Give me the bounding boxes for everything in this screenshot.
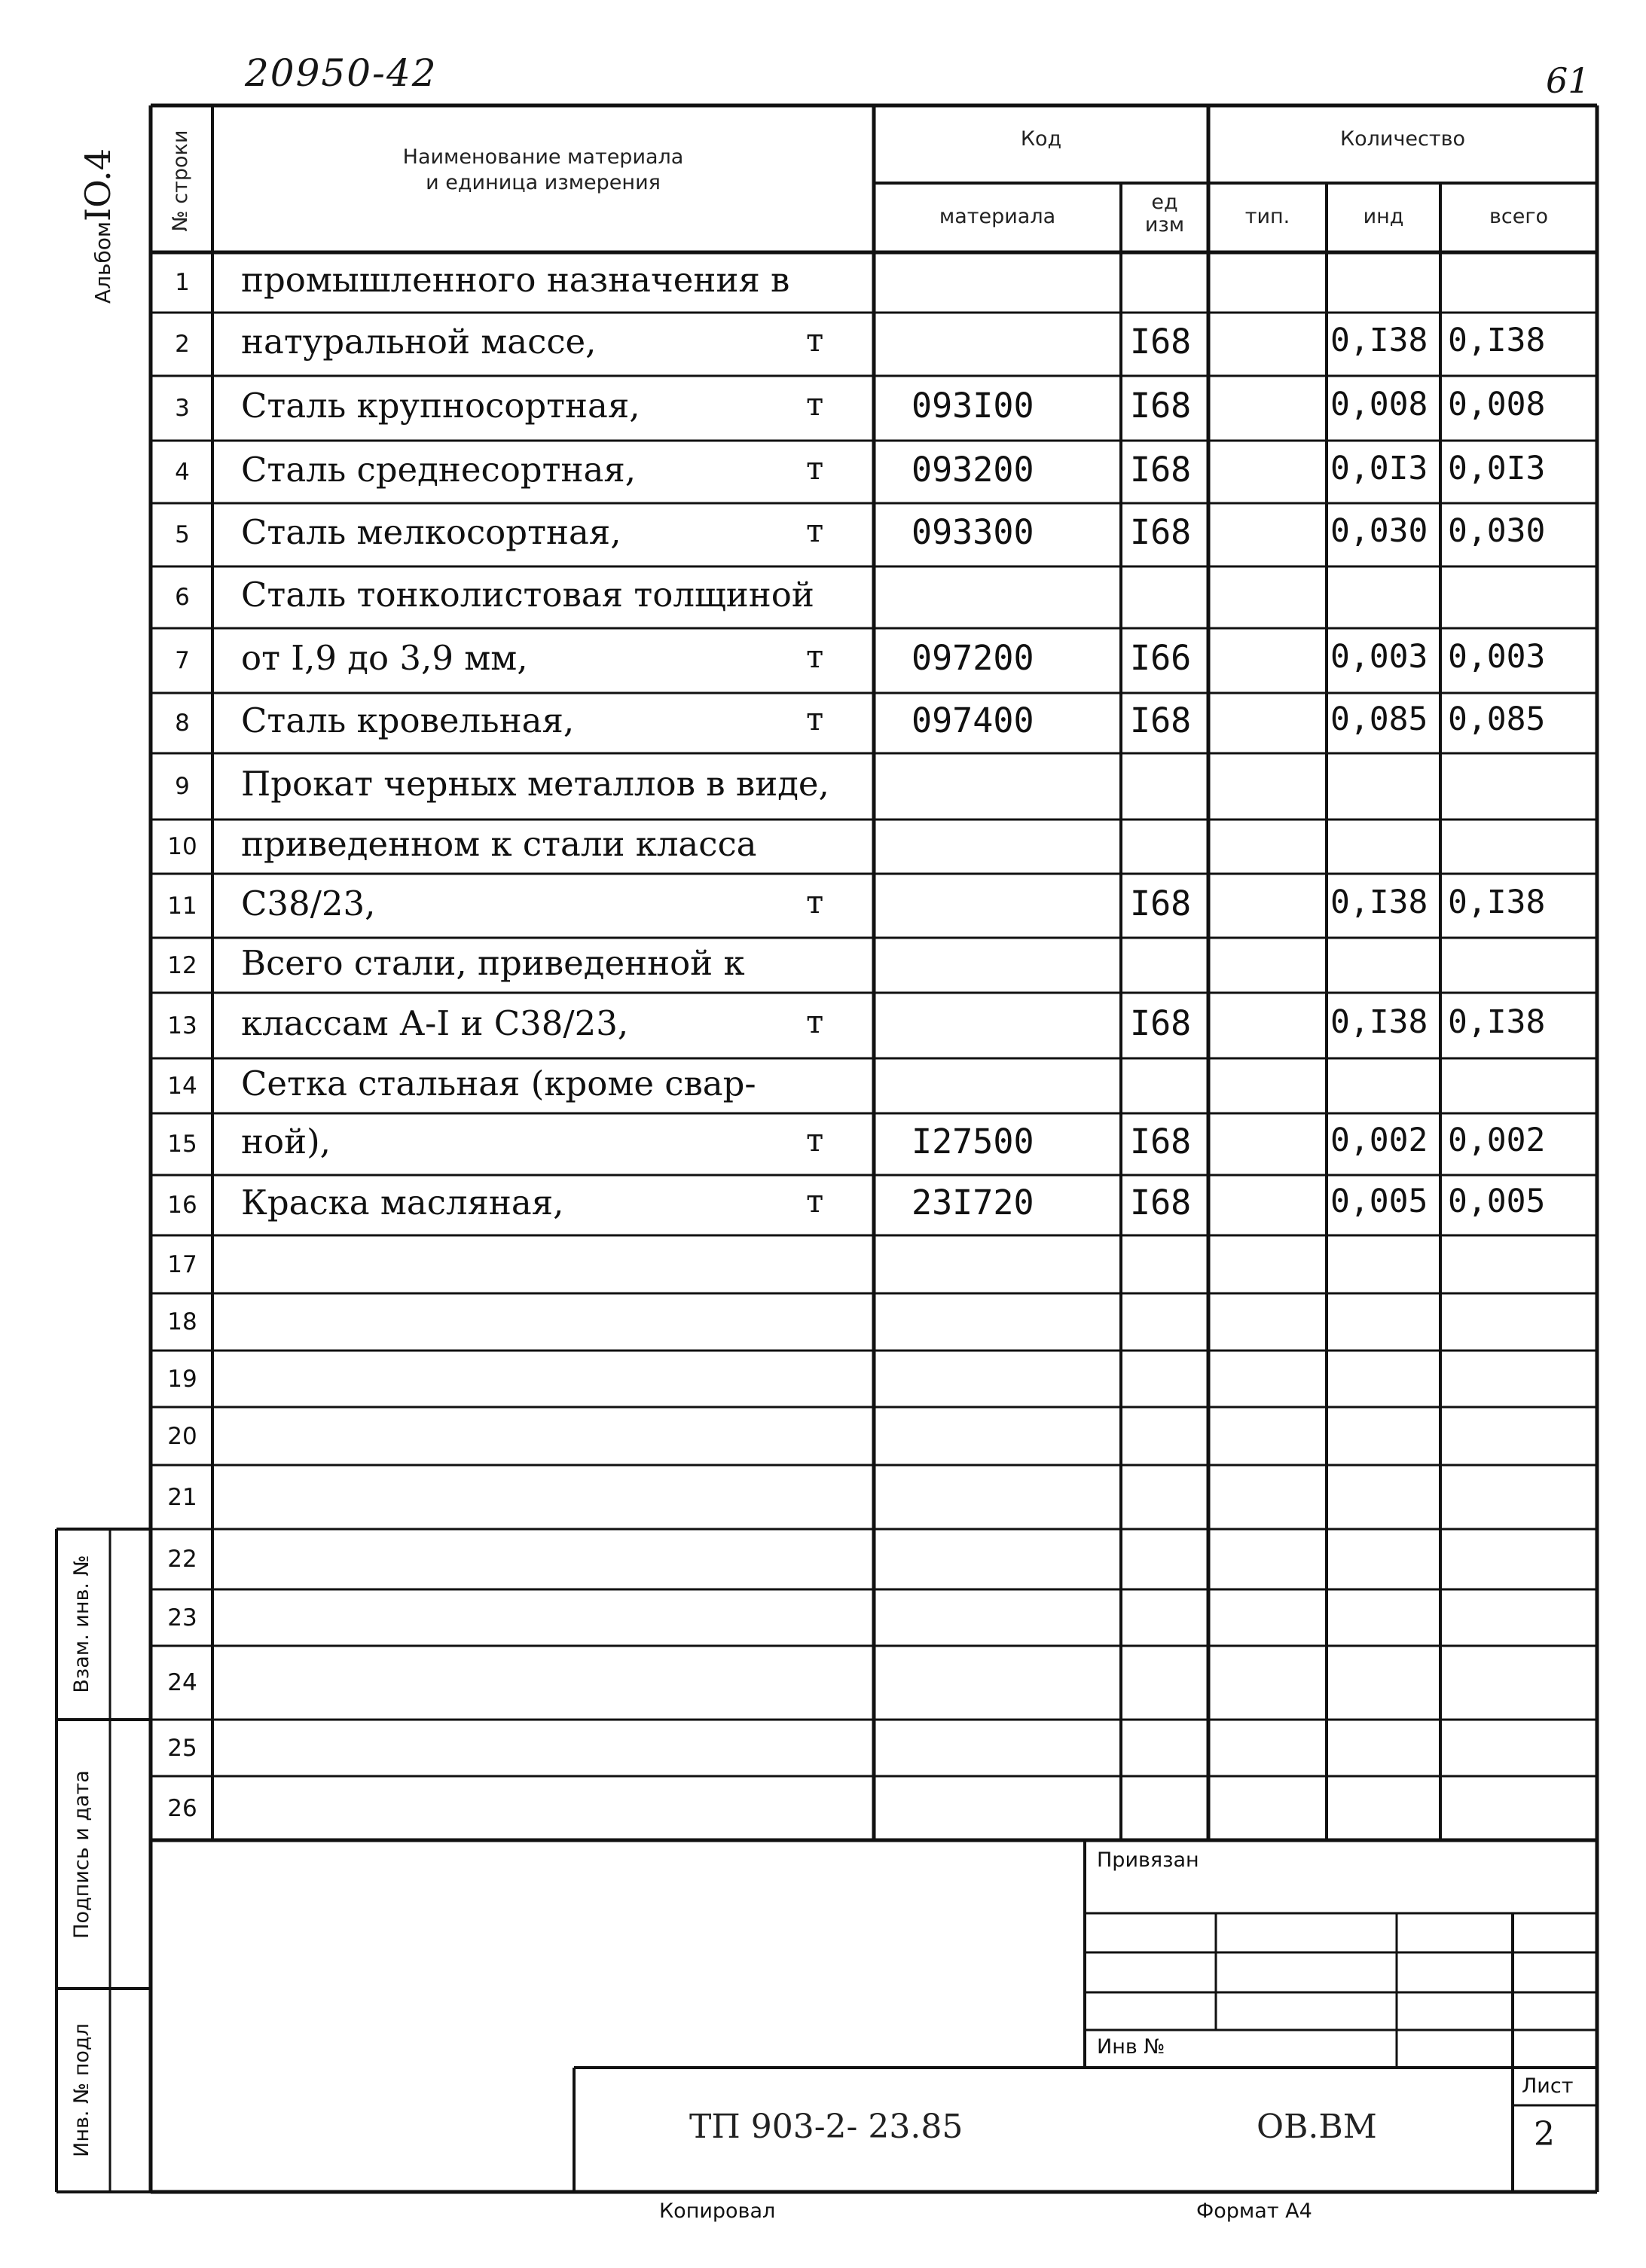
cell-uom: I68 <box>1130 512 1192 552</box>
cell-ind: 0,I38 <box>1330 883 1428 921</box>
header-code-material: материала <box>939 205 1056 228</box>
table-row <box>151 1113 1597 1175</box>
table-row <box>151 1175 1597 1235</box>
row-number: 11 <box>167 892 197 920</box>
row-number: 23 <box>167 1604 197 1632</box>
side-vzam-label: Взам. инв. № <box>70 1555 93 1693</box>
table-row <box>151 628 1597 693</box>
row-number: 24 <box>167 1669 197 1696</box>
row-number: 1 <box>175 269 190 296</box>
cell-code: 093200 <box>912 449 1034 490</box>
row-number: 16 <box>167 1192 197 1219</box>
cell-uom: I68 <box>1130 322 1192 362</box>
material-name: ной), <box>241 1122 331 1161</box>
cell-total: 0,I38 <box>1448 883 1546 921</box>
cell-uom: I68 <box>1130 1122 1192 1161</box>
row-number: 12 <box>167 951 197 979</box>
cell-code: I27500 <box>912 1122 1034 1161</box>
row-number: 6 <box>175 584 190 611</box>
table-row <box>151 313 1597 376</box>
cell-ind: 0,I38 <box>1330 1003 1428 1041</box>
stamp-doc-code: ТП 903-2- 23.85 <box>689 2108 963 2146</box>
material-name: натуральной массе, <box>241 322 597 362</box>
cell-ind: 0,005 <box>1330 1183 1428 1220</box>
material-name: Сетка стальная (кроме свар- <box>241 1063 756 1103</box>
stamp-sheet-number: 2 <box>1534 2115 1555 2154</box>
cell-uom: I68 <box>1130 883 1192 923</box>
material-name: Краска масляная, <box>241 1183 564 1223</box>
side-podpis-label: Подпись и дата <box>70 1770 93 1939</box>
material-name: классам А-I и С38/23, <box>241 1003 629 1043</box>
table-row <box>151 993 1597 1058</box>
row-number: 2 <box>175 331 190 358</box>
row-number: 26 <box>167 1794 197 1822</box>
header-row-number: № строки <box>169 130 192 232</box>
cell-code: 097200 <box>912 638 1034 678</box>
material-name: промышленного назначения в <box>241 260 790 300</box>
table-row <box>151 1235 1597 1293</box>
cell-uom: I68 <box>1130 449 1192 490</box>
table-row <box>151 1776 1597 1840</box>
table-row <box>151 1351 1597 1407</box>
material-unit: т <box>806 1122 824 1158</box>
material-name: Сталь крупносортная, <box>241 386 640 426</box>
table-row <box>151 441 1597 503</box>
row-number: 4 <box>175 458 190 486</box>
row-number: 7 <box>175 647 190 674</box>
cell-total: 0,I38 <box>1448 322 1546 359</box>
cell-ind: 0,008 <box>1330 386 1428 423</box>
header-qty-typ: тип. <box>1244 205 1290 228</box>
cell-total: 0,003 <box>1448 638 1546 676</box>
material-unit: т <box>806 701 824 737</box>
cell-total: 0,008 <box>1448 386 1546 423</box>
album-number: IO.4 <box>78 148 118 221</box>
header-name-line1: Наименование материала <box>402 145 684 169</box>
row-number: 3 <box>175 395 190 422</box>
cell-total: 0,0I3 <box>1448 449 1546 487</box>
stamp-inv-no: Инв № <box>1097 2035 1165 2059</box>
row-number: 10 <box>167 833 197 860</box>
cell-ind: 0,I38 <box>1330 322 1428 359</box>
table-row <box>151 753 1597 820</box>
table-row <box>151 503 1597 566</box>
material-name: Сталь среднесортная, <box>241 449 637 490</box>
row-number: 15 <box>167 1131 197 1158</box>
cell-ind: 0,002 <box>1330 1122 1428 1159</box>
table-row <box>151 376 1597 441</box>
cell-total: 0,002 <box>1448 1122 1546 1159</box>
table-row <box>151 1465 1597 1529</box>
table-row <box>151 1407 1597 1465</box>
header-quantity: Количество <box>1339 127 1466 151</box>
cell-code: 093300 <box>912 512 1034 552</box>
material-unit: т <box>806 1003 824 1040</box>
header-qty-total: всего <box>1489 205 1549 228</box>
header-code-unit: ед изм <box>1144 191 1185 237</box>
table-row <box>151 1589 1597 1646</box>
cell-total: 0,030 <box>1448 512 1546 550</box>
table-row <box>151 693 1597 753</box>
row-number: 14 <box>167 1072 197 1100</box>
material-unit: т <box>806 449 824 487</box>
stamp-doc-mark: ОВ.ВМ <box>1257 2108 1377 2146</box>
cell-ind: 0,003 <box>1330 638 1428 676</box>
row-number: 8 <box>175 710 190 737</box>
material-name: приведенном к стали класса <box>241 824 757 864</box>
cell-uom: I68 <box>1130 386 1192 426</box>
stamp-sheet-label: Лист <box>1522 2074 1574 2098</box>
row-number: 19 <box>167 1365 197 1393</box>
material-unit: т <box>806 512 824 549</box>
table-row <box>151 1293 1597 1351</box>
material-unit: т <box>806 883 824 920</box>
cell-total: 0,085 <box>1448 701 1546 738</box>
cell-uom: I68 <box>1130 1003 1192 1043</box>
row-number: 5 <box>175 521 190 548</box>
cell-uom: I68 <box>1130 701 1192 740</box>
material-name: Сталь кровельная, <box>241 701 575 740</box>
table-row <box>151 1646 1597 1720</box>
material-name: Всего стали, приведенной к <box>241 942 745 983</box>
cell-ind: 0,085 <box>1330 701 1428 738</box>
header-name-line2: и единица измерения <box>426 171 661 194</box>
cell-code: 23I720 <box>912 1183 1034 1223</box>
cell-uom: I68 <box>1130 1183 1192 1223</box>
row-number: 22 <box>167 1546 197 1573</box>
row-number: 20 <box>167 1422 197 1450</box>
material-unit: т <box>806 1183 824 1219</box>
album-word: Альбом <box>90 221 115 304</box>
stamp-privyazan: Привязан <box>1097 1848 1199 1872</box>
header-name <box>212 145 874 196</box>
material-name: Прокат черных металлов в виде, <box>241 764 829 804</box>
material-unit: т <box>806 638 824 675</box>
cell-code: 097400 <box>912 701 1034 740</box>
table-row <box>151 252 1597 313</box>
table-row <box>151 566 1597 628</box>
cell-ind: 0,0I3 <box>1330 449 1428 487</box>
material-unit: т <box>806 386 824 423</box>
material-name: Сталь тонколистовая толщиной <box>241 575 814 615</box>
table-row <box>151 874 1597 938</box>
row-number: 21 <box>167 1483 197 1511</box>
cell-code: 093I00 <box>912 386 1034 426</box>
footer-copied: Копировал <box>659 2199 776 2223</box>
row-number: 18 <box>167 1308 197 1335</box>
table-row <box>151 938 1597 993</box>
cell-total: 0,005 <box>1448 1183 1546 1220</box>
cell-ind: 0,030 <box>1330 512 1428 550</box>
material-name: Сталь мелкосортная, <box>241 512 621 552</box>
document-number: 20950-42 <box>245 51 438 95</box>
material-name: от I,9 до 3,9 мм, <box>241 638 528 678</box>
cell-uom: I66 <box>1130 638 1192 678</box>
table-row <box>151 820 1597 874</box>
header-code: Код <box>1020 127 1062 151</box>
table-row <box>151 1529 1597 1589</box>
material-unit: т <box>806 322 824 359</box>
row-number: 13 <box>167 1012 197 1039</box>
table-row <box>151 1720 1597 1776</box>
material-name: С38/23, <box>241 883 376 923</box>
side-inv-podl-label: Инв. № подл <box>70 2023 93 2157</box>
row-number: 17 <box>167 1250 197 1278</box>
header-qty-ind: инд <box>1363 205 1404 228</box>
footer-format: Формат А4 <box>1196 2199 1312 2223</box>
table-row <box>151 1058 1597 1113</box>
row-number: 9 <box>175 773 190 800</box>
row-number: 25 <box>167 1734 197 1762</box>
page-corner-number: 61 <box>1546 60 1590 101</box>
cell-total: 0,I38 <box>1448 1003 1546 1041</box>
